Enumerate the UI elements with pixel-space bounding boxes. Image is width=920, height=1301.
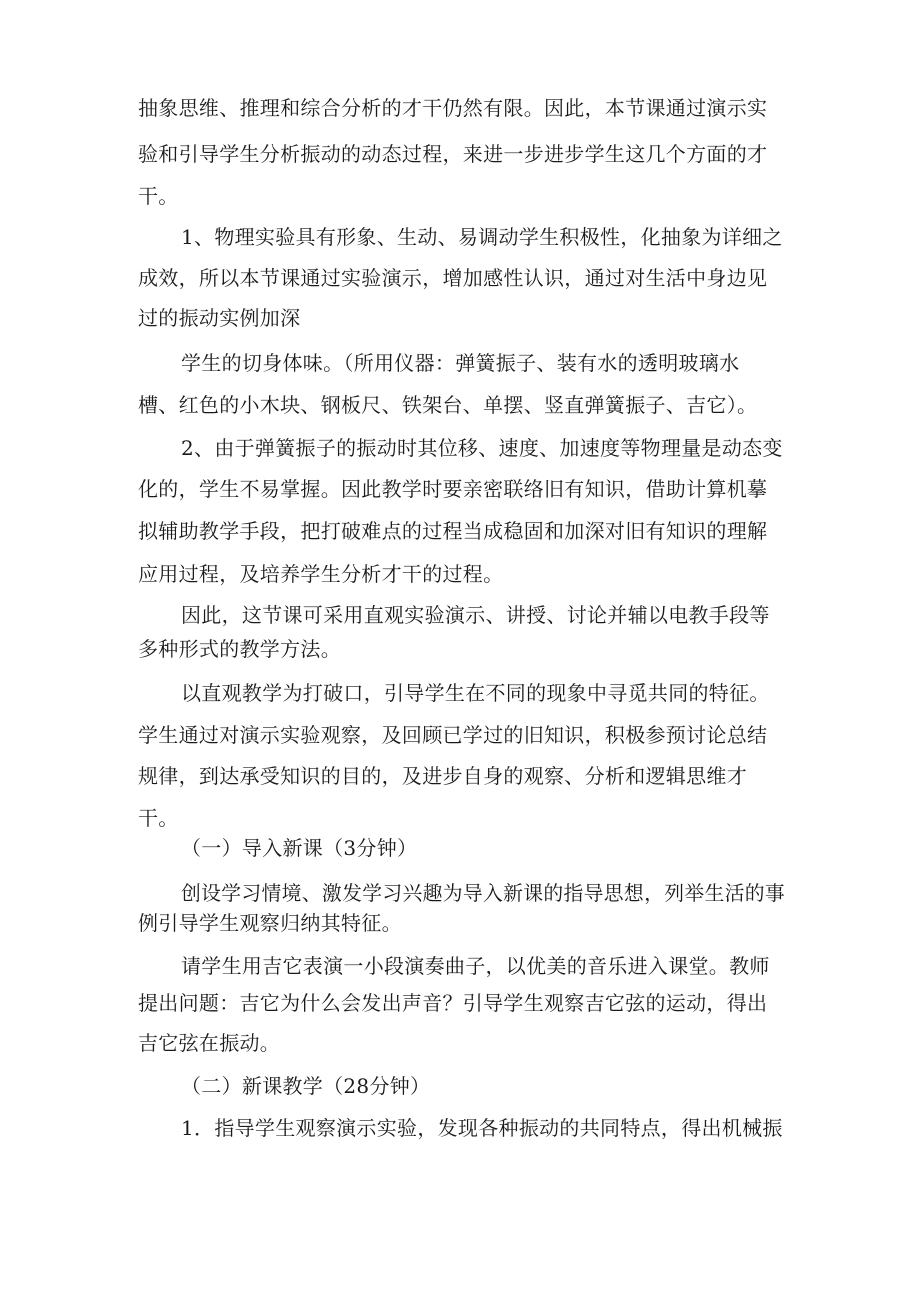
text-line: 应用过程，及培养学生分析才干的过程。 — [138, 562, 504, 586]
text-line: 过的振动实例加深 — [138, 306, 301, 330]
text-line: 1、物理实验具有形象、生动、易调动学生积极性，化抽象为详细之 — [181, 225, 783, 249]
text-line: 规律，到达承受知识的目的，及进步自身的观察、分析和逻辑思维才 — [138, 764, 747, 788]
text-line: 干。 — [138, 806, 179, 830]
text-line: 请学生用吉它表演一小段演奏曲子，以优美的音乐进入课堂。教师 — [181, 954, 770, 978]
text-line: 成效，所以本节课通过实验演示，增加感性认识，通过对生活中身边见 — [138, 266, 768, 290]
text-line: 创设学习情境、激发学习兴趣为导入新课的指导思想，列举生活的事 — [181, 881, 786, 905]
text-line: 学生通过对演示实验观察，及回顾已学过的旧知识，积极参预讨论总结 — [138, 723, 768, 747]
section-heading: （二）新课教学（28分钟） — [181, 1074, 431, 1098]
text-line: 化的，学生不易掌握。因此教学时要亲密联络旧有知识，借助计算机摹 — [138, 477, 768, 501]
text-line: 拟辅助教学手段，把打破难点的过程当成稳固和加深对旧有知识的理解 — [138, 519, 768, 543]
text-line: 以直观教学为打破口，引导学生在不同的现象中寻觅共同的特征。 — [181, 681, 770, 705]
text-line: 1．指导学生观察演示实验，发现各种振动的共同特点，得出机械振 — [181, 1116, 783, 1140]
text-line: 槽、红色的小木块、钢板尺、铁架台、单摆、竖直弹簧振子、吉它）。 — [138, 393, 758, 417]
text-line: 多种形式的教学方法。 — [138, 637, 341, 661]
text-line: 因此，这节课可采用直观实验演示、讲授、讨论并辅以电教手段等 — [181, 603, 770, 627]
text-line: 抽象思维、推理和综合分析的才干仍然有限。因此，本节课通过演示实 — [138, 96, 768, 120]
text-line: 验和引导学生分析振动的动态过程，来进一步进步学生这几个方面的才 — [138, 142, 768, 166]
text-line: 提出问题：吉它为什么会发出声音？引导学生观察吉它弦的运动，得出 — [138, 991, 768, 1015]
text-line: 2、由于弹簧振子的振动时其位移、速度、加速度等物理量是动态变 — [181, 436, 783, 460]
text-line: 吉它弦在振动。 — [138, 1031, 281, 1055]
text-line: 学生的切身体味。（所用仪器：弹簧振子、装有水的透明玻璃水 — [181, 351, 740, 375]
text-line: 例引导学生观察归纳其特征。 — [138, 911, 402, 935]
text-line: 干。 — [138, 184, 179, 208]
section-heading: （一）导入新课（3分钟） — [181, 836, 418, 860]
